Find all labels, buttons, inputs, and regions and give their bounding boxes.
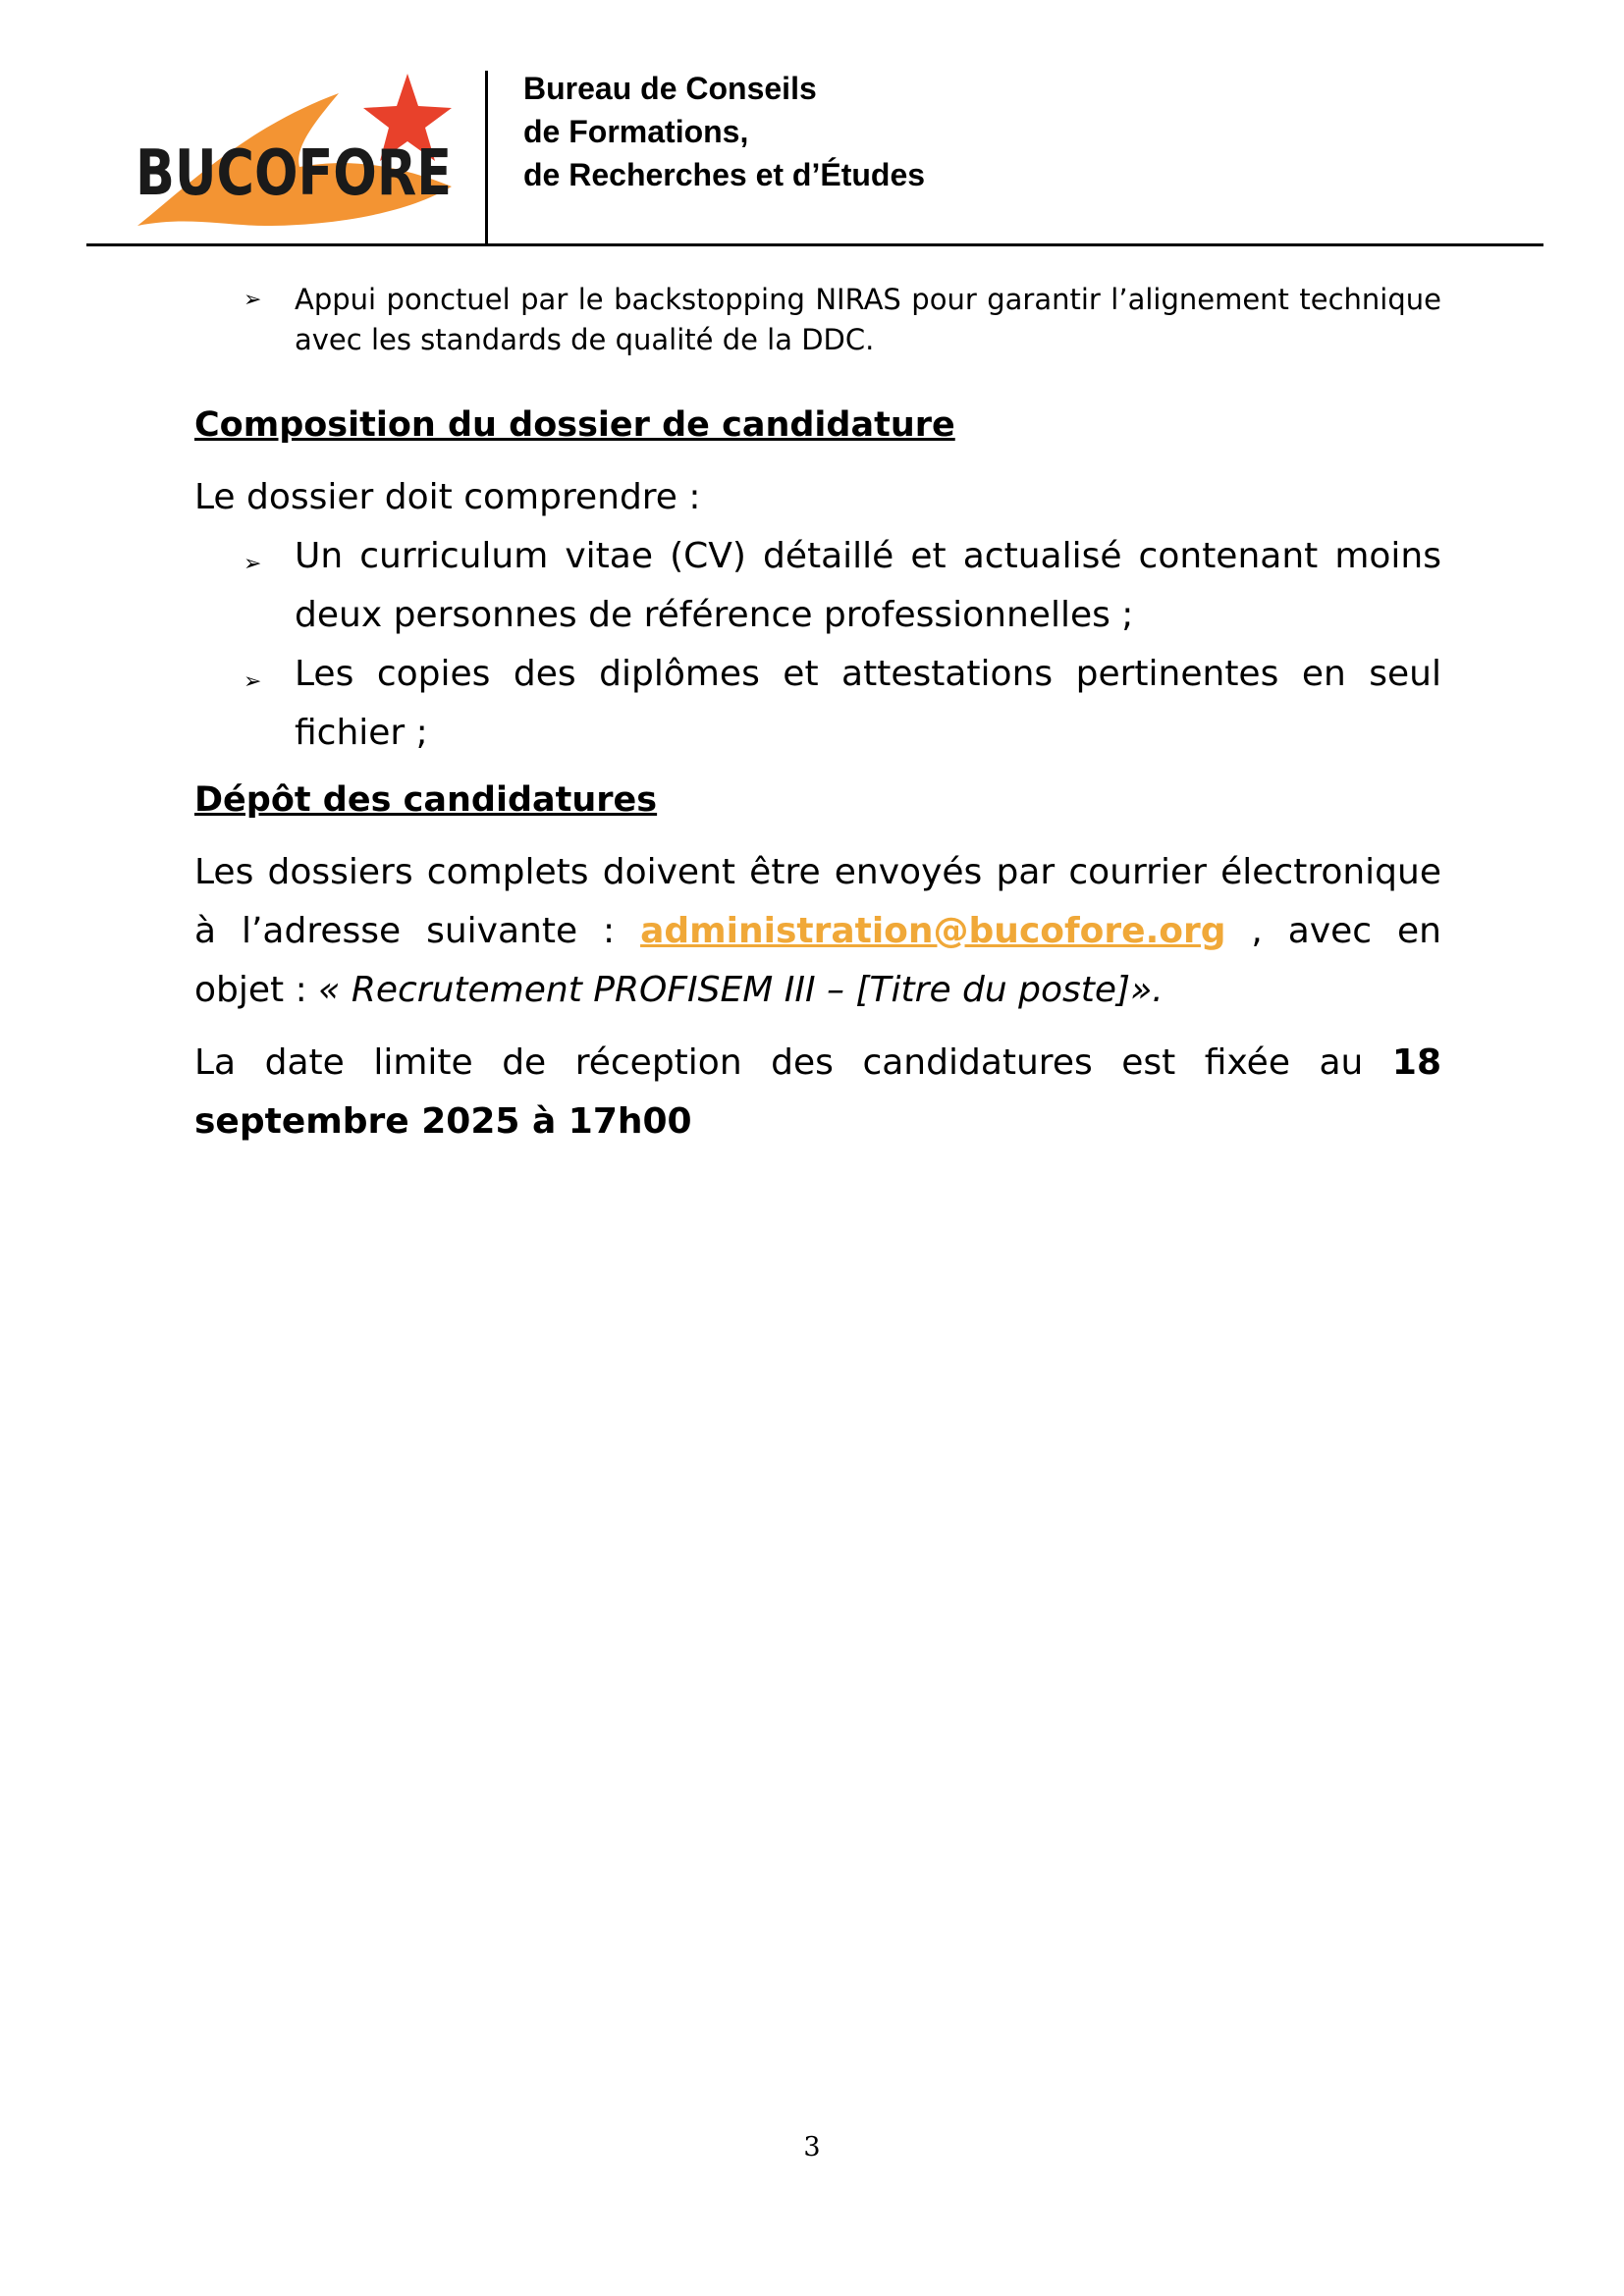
depot-paragraph bbox=[194, 843, 1441, 1020]
organization-name bbox=[523, 67, 925, 196]
bullet-text: Appui ponctuel par le backstopping NIRAS pour garantir l’alignement technique avec les standards de qualité de la DDC. bbox=[295, 283, 1441, 356]
document-body bbox=[194, 280, 1441, 1151]
page-header bbox=[0, 0, 1624, 255]
email-link[interactable]: administration@bucofore.org bbox=[640, 911, 1226, 951]
heading-composition: Composition du dossier de candidature bbox=[194, 405, 955, 445]
composition-intro: Le dossier doit comprendre : bbox=[194, 477, 701, 517]
org-line-3: de Recherches et d’Études bbox=[523, 157, 926, 192]
list-item-text: Les copies des diplômes et attestations pertinentes en seul fichier ; bbox=[295, 654, 1441, 753]
deadline-paragraph bbox=[194, 1034, 1441, 1151]
org-line-2: de Formations, bbox=[523, 114, 749, 149]
header-divider-vertical bbox=[485, 71, 488, 243]
arrow-bullet-icon: ➢ bbox=[244, 288, 262, 312]
deadline-text-start: La date limite de réception des candidatures est fixée au bbox=[194, 1042, 1392, 1083]
list-item-text: Un curriculum vitae (CV) détaillé et actualisé contenant moins deux personnes de référence professionnelles ; bbox=[295, 536, 1441, 635]
composition-list bbox=[194, 527, 1441, 763]
page-number: 3 bbox=[803, 2132, 821, 2163]
org-line-1: Bureau de Conseils bbox=[523, 71, 817, 106]
list-item bbox=[194, 527, 1441, 645]
depot-text-mid: , avec en objet : bbox=[194, 911, 1441, 1010]
deadline-date: 18 septembre 2025 à 17h00 bbox=[194, 1042, 1441, 1142]
arrow-bullet-icon: ➢ bbox=[244, 552, 262, 576]
list-item bbox=[194, 645, 1441, 763]
depot-text-start: Les dossiers complets doivent être envoyés par courrier électronique à l’adresse suivante : bbox=[194, 852, 1441, 951]
header-divider-horizontal bbox=[86, 243, 1543, 246]
arrow-bullet-icon: ➢ bbox=[244, 669, 262, 694]
bullet-backstopping bbox=[194, 280, 1441, 360]
subject-line: « Recrutement PROFISEM III – [Titre du poste]». bbox=[318, 970, 1164, 1010]
bucofore-logo bbox=[128, 69, 461, 236]
logo-text: BUCOFORE bbox=[135, 137, 452, 210]
heading-depot: Dépôt des candidatures bbox=[194, 780, 658, 820]
